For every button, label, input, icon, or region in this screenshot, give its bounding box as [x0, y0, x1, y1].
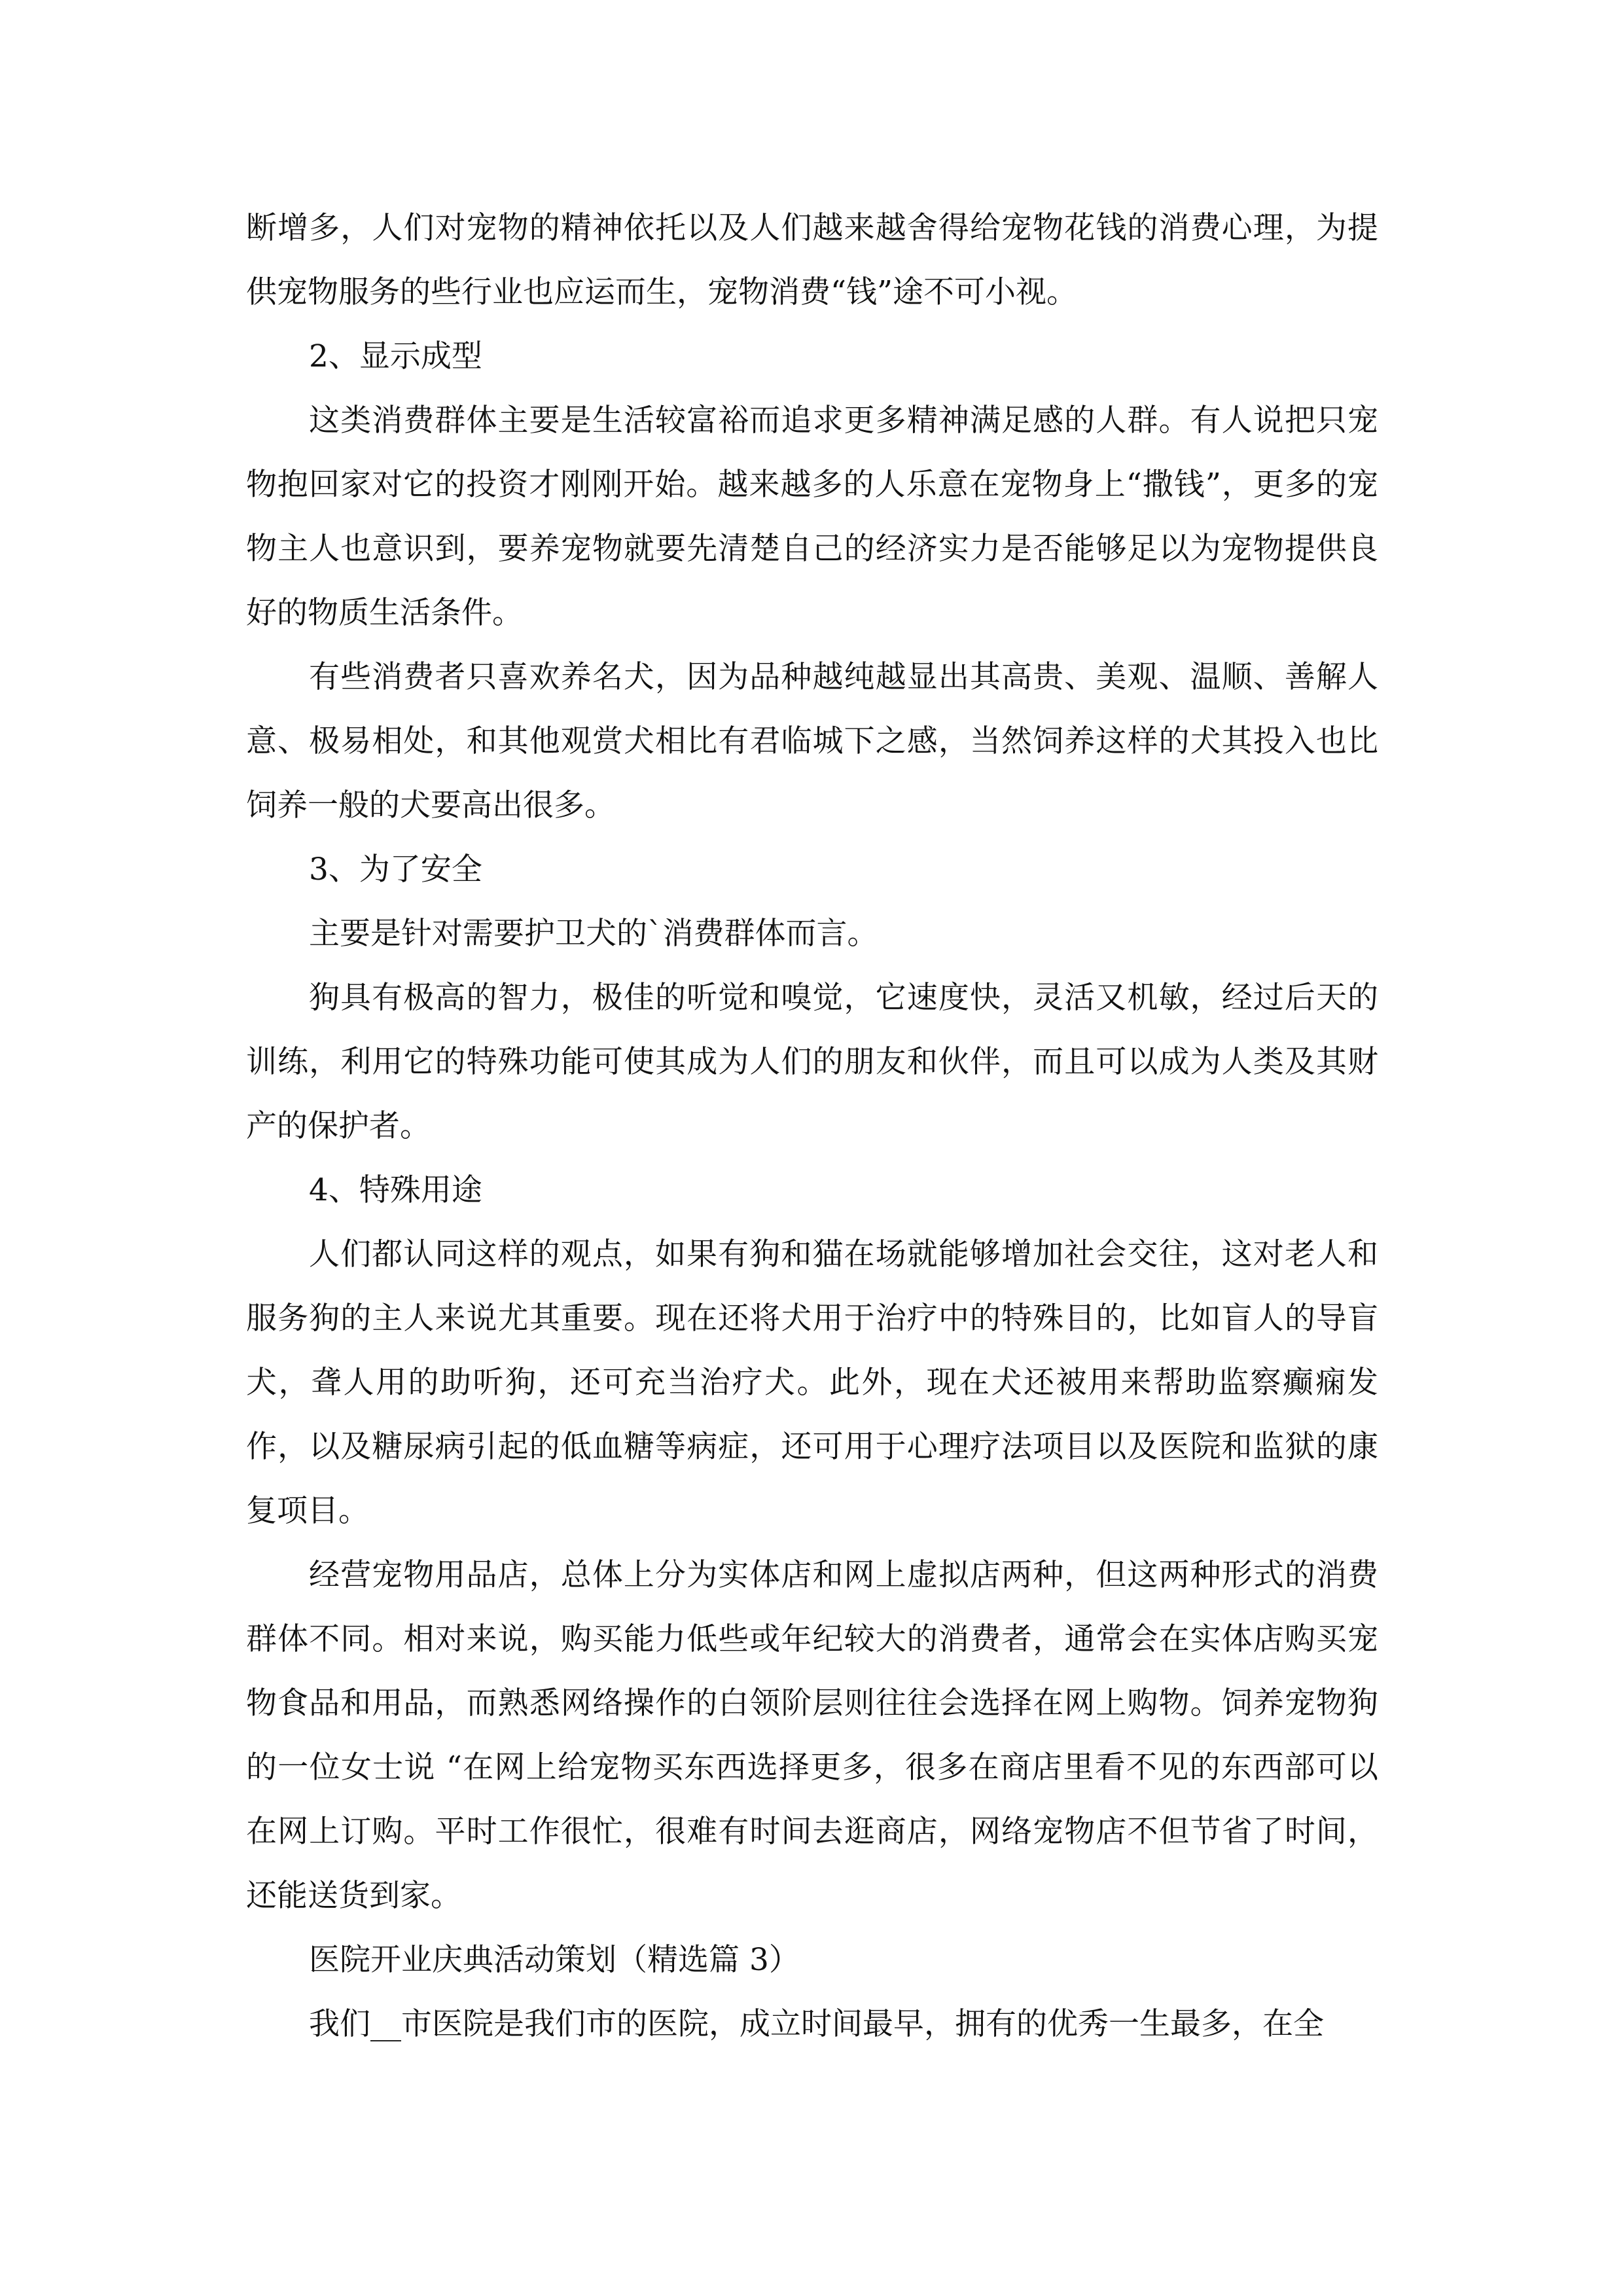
paragraph: 狗具有极高的智力，极佳的听觉和嗅觉，它速度快，灵活又机敏，经过后天的训练，利用它的特殊功能可使其成为人们的朋友和伙伴，而且可以成为人类及其财产的保护者。	[246, 980, 1378, 1144]
document-body	[246, 196, 1378, 2056]
section-heading-2: 2、显示成型	[309, 338, 482, 374]
paragraph: 这类消费群体主要是生活较富裕而追求更多精神满足感的人群。有人说把只宠物抱回家对它的投资才刚刚开始。越来越多的人乐意在宠物身上“撒钱”，更多的宠物主人也意识到，要养宠物就要先清楚自己的经济实力是否能够足以为宠物提供良好的物质生活条件。	[246, 403, 1378, 631]
paragraph: 有些消费者只喜欢养名犬，因为品种越纯越显出其高贵、美观、温顺、善解人意、极易相处，和其他观赏犬相比有君临城下之感，当然饲养这样的犬其投入也比饲养一般的犬要高出很多。	[246, 659, 1378, 823]
paragraph: 主要是针对需要护卫犬的`消费群体而言。	[309, 916, 878, 952]
article-title: 医院开业庆典活动策划（精选篇 3）	[309, 1942, 800, 1978]
section-heading-3: 3、为了安全	[309, 852, 482, 888]
section-heading-4: 4、特殊用途	[309, 1172, 482, 1208]
paragraph: 我们__市医院是我们市的医院，成立时间最早，拥有的优秀一生最多，在全	[309, 2006, 1324, 2042]
paragraph: 人们都认同这样的观点，如果有狗和猫在场就能够增加社会交往，这对老人和服务狗的主人来说尤其重要。现在还将犬用于治疗中的特殊目的，比如盲人的导盲犬，聋人用的助听狗，还可充当治疗犬。此外，现在犬还被用来帮助监察癫痫发作，以及糖尿病引起的低血糖等病症，还可用于心理疗法项目以及医院和监狱的康复项目。	[246, 1236, 1378, 1529]
paragraph: 经营宠物用品店，总体上分为实体店和网上虚拟店两种，但这两种形式的消费群体不同。相对来说，购买能力低些或年纪较大的消费者，通常会在实体店购买宠物食品和用品，而熟悉网络操作的白领阶层则往往会选择在网上购物。饲养宠物狗的一位女士说 “在网上给宠物买东西选择更多，很多在商店里看不见的东西部可以在网上订购。平时工作很忙，很难有时间去逛商店，网络宠物店不但节省了时间，还能送货到家。	[246, 1557, 1378, 1914]
paragraph-continued: 断增多，人们对宠物的精神依托以及人们越来越舍得给宠物花钱的消费心理，为提供宠物服务的些行业也应运而生，宠物消费“钱”途不可小视。	[246, 210, 1378, 310]
